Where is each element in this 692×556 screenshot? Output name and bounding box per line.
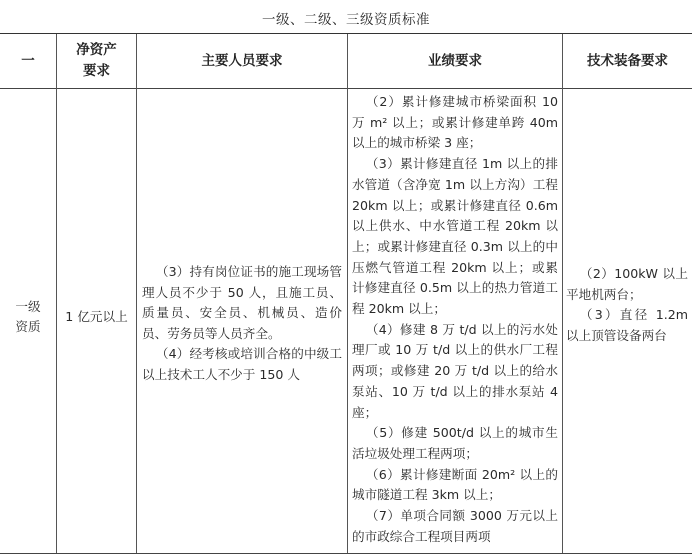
equipment-item: （2）100kW 以上平地机两台； <box>566 266 688 302</box>
header-performance: 业绩要求 <box>428 52 482 69</box>
header-equipment: 技术装备要求 <box>587 52 668 69</box>
table-title: 一级、二级、三级资质标准 <box>262 12 430 28</box>
header-net-assets-line1: 净资产 <box>76 42 117 58</box>
performance-item: （4）修建 8 万 t/d 以上的污水处理厂或 10 万 t/d 以上的供水厂工程两项；或修建 20 万 t/d 以上的给水泵站、10 万 t/d 以上的排水泵站 4 座； <box>352 321 558 420</box>
grade-cell <box>0 295 56 339</box>
performance-item: （3）累计修建直径 1m 以上的排水管道（含净宽 1m 以上方沟）工程 20km 以上；或累计修建直径 0.6m 以上供水、中水管道工程 20km 以上；或累计修建直径 0.3m 以上的中压燃气管道工程 20km 以上；或累计修建直径 0.5m 以上的热力管道工程 20km 以上； <box>352 156 558 317</box>
performance-item: （2）累计修建城市桥梁面积 10 万 m² 以上；或累计修建单跨 40m 以上的城市桥梁 3 座； <box>352 94 558 151</box>
staff-requirements-cell <box>142 262 342 385</box>
equipment-requirements-cell <box>566 264 688 346</box>
column-divider <box>136 34 137 553</box>
grade-line2: 资质 <box>15 319 41 334</box>
column-divider <box>347 34 348 553</box>
grade-line1: 一级 <box>15 298 41 314</box>
staff-item: （3）持有岗位证书的施工现场管理人员不少于 50 人，且施工员、质量员、安全员、机械员、造价员、劳务员等人员齐全。 <box>142 264 342 341</box>
staff-item: （4）经考核或培训合格的中级工以上技术工人不少于 150 人 <box>142 346 342 382</box>
net-assets-cell: 1 亿元以上 <box>65 308 128 324</box>
equipment-item: （3）直径 1.2m 以上顶管设备两台 <box>566 307 688 343</box>
header-grade: 一 <box>21 52 35 69</box>
performance-item: （5）修建 500t/d 以上的城市生活垃圾处理工程两项； <box>352 425 558 461</box>
header-bottom-rule <box>0 88 692 89</box>
performance-item: （6）累计修建断面 20m² 以上的城市隧道工程 3km 以上； <box>352 466 558 503</box>
header-net-assets <box>57 34 136 88</box>
table-bottom-rule <box>0 553 692 554</box>
header-net-assets-line2: 要求 <box>83 63 110 79</box>
column-divider <box>562 34 563 553</box>
performance-requirements-cell <box>352 92 558 547</box>
header-staff: 主要人员要求 <box>201 52 283 69</box>
performance-item: （7）单项合同额 3000 万元以上的市政综合工程项目两项 <box>352 508 558 544</box>
column-divider <box>56 34 57 553</box>
